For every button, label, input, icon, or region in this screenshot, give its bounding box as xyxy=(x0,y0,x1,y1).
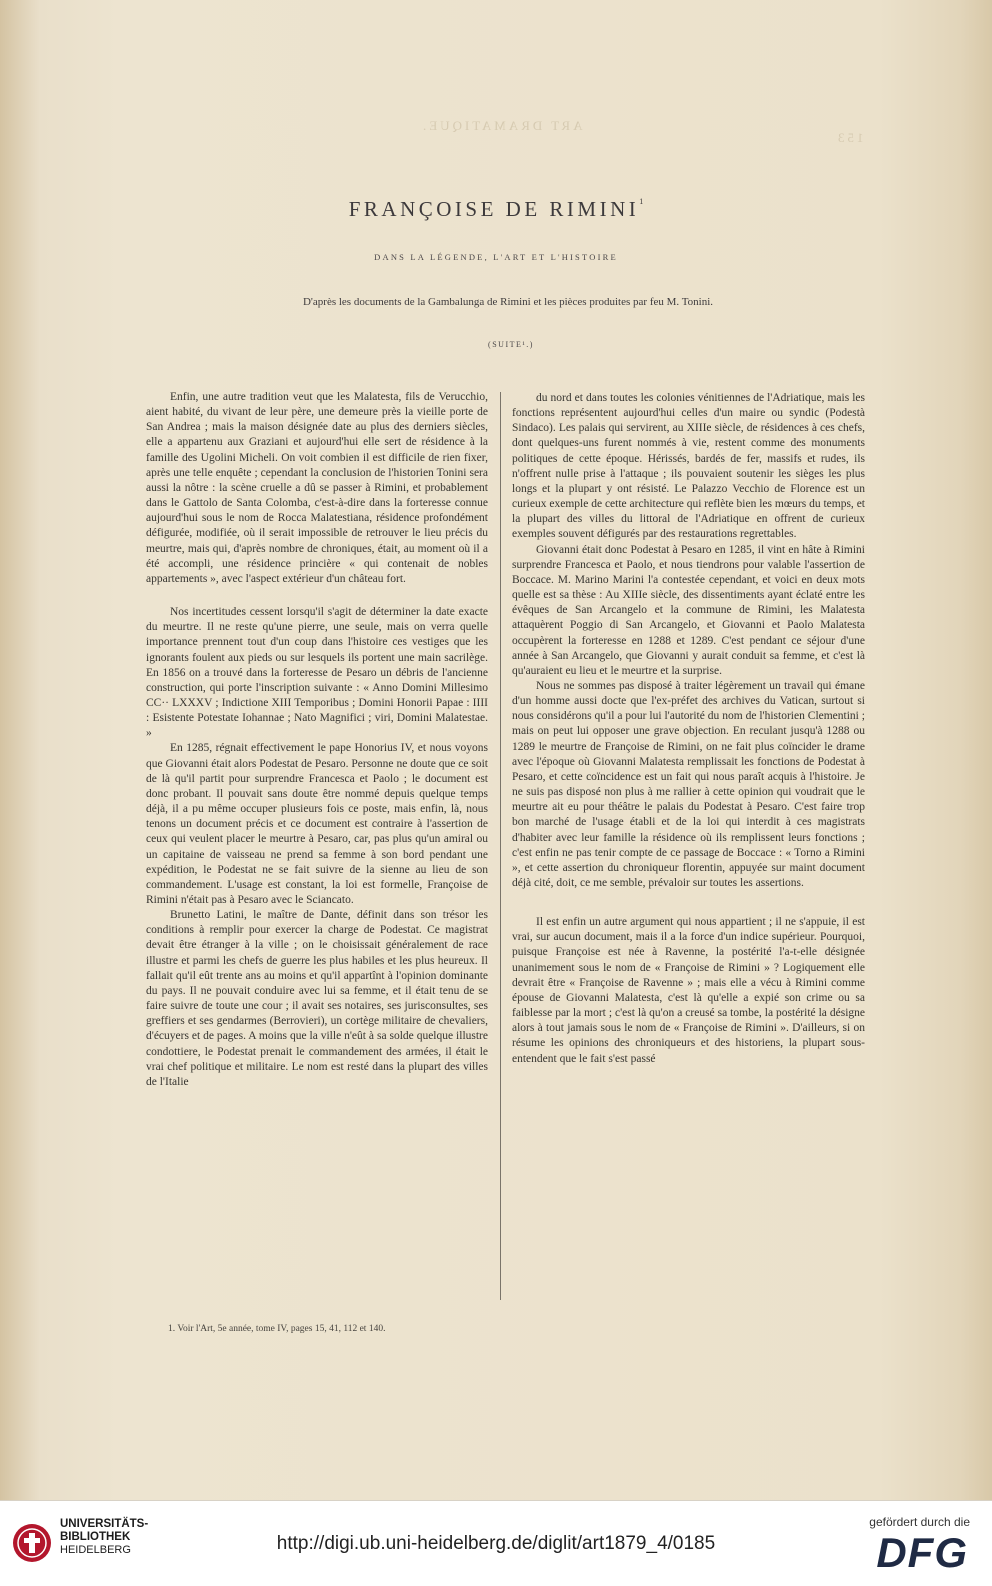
continuation-note: (SUITE¹.) xyxy=(488,340,534,349)
article-title: FRANÇOISE DE RIMINI$^1$ xyxy=(348,197,644,221)
paragraph: Il est enfin un autre argument qui nous appartient ; il ne s'appuie, il est vrai, sur aucun document, mais il a la force d'un indice supérieur. Pourquoi, puisque Françoise est née à Ravenne, la postérité l'a-t-elle désignée unanimement sous le nom de « Françoise de Rimini » ? Logiquement elle devrait être « Françoise de Ravenne » ; mais elle a vécu à Rimini comme épouse de Giovanni Malatesta, c'est là qu'elle a expié son crime ou sa faiblesse par la mort ; c'est là qu'on a creusé sa tombe, la postérité la désigne alors à tout jamais sous le nom de « Françoise de Rimini ». D'ailleurs, si on résume les opinions des chroniqueurs et des historiens, la plupart sous-entendent que le fait s'est passé xyxy=(512,916,865,1065)
funded-by-label: gefördert durch die xyxy=(869,1515,970,1529)
dfg-logo[interactable]: DFG xyxy=(876,1529,968,1576)
left-column xyxy=(146,390,488,1090)
paragraph: Nous ne sommes pas disposé à traiter légèrement un travail qui émane d'un homme aussi docte que l'ex-préfet des archives du Vatican, surtout si nous considérons qu'il a pour lui l'autorité du nom de l'historien Clementini ; mais on peut lui opposer une grave objection. En reculant jusqu'à 1288 ou 1289 le meurtre de Françoise de Rimini, on ne fait plus coïncider le drame avec l'époque où Giovanni Malatesta remplissait les fonctions de Podestat à Pesaro, et cette coïncidence est un fait qui nous paraît acquis à l'histoire. Je ne suis pas disposé non plus à me rallier à cette opinion qui voudrait que le meurtre ait eu pour théâtre le palais du Podestat à Pesaro. C'est faire trop bon marché de l'usage établi et de la loi qui interdit à ces magistrats d'habiter avec leur famille la résidence où ils remplissent leurs fonctions ; c'est enfin ne pas tenir compte de ce passage de Boccace : « Torno a Rimini », et cette assertion du chroniqueur florentin, appuyée sur maint document déjà cité, doit, ce me semble, prévaloir sur toutes les assertions. xyxy=(512,679,865,889)
paragraph: Enfin, une autre tradition veut que les Malatesta, fils de Verucchio, aient habité, du vivant de leur père, une demeure près la vieille porte de San Andrea ; mais la maison désignée date au plus des derniers siècles, elle a appartenu aux Graziani et aujourd'hui elle sert de résidence à la famille des Ugolini Micheli. On voit combien il est difficile de rien fixer, après une telle enquête ; cependant la conclusion de l'historien Tonini sera aussi la nôtre : la scène cruelle a dû se passer à Rimini, et probablement dans le Gattolo de Santa Colomba, c'est-à-dire dans la forteresse connue aujourd'hui sous le nom de Rocca Malatestiana, résidence profondément défigurée, modifiée, où il serait impossible de retrouver le lieu précis du meurtre, mais qui, d'après nombre de chroniques, était, au moment où il a été accompli, une résidence princière « qui contenait de nobles appartements », avec l'aspect extérieur d'un château fort. xyxy=(146,391,488,585)
article-subtitle: DANS LA LÉGENDE, L'ART ET L'HISTOIRE xyxy=(374,252,618,262)
bleed-through-text: 153 xyxy=(835,130,864,145)
library-name[interactable]: UNIVERSITÄTS- BIBLIOTHEK HEIDELBERG xyxy=(60,1518,149,1556)
paragraph: Nos incertitudes cessent lorsqu'il s'agit de déterminer la date exacte du meurtre. Il ne reste qu'une pierre, une seule, mais on verra quelle importance prennent tout d'un coup dans l'histoire ces vestiges que les ignorants foulent aux pieds ou sur lesquels ils portent une main sacrilège. En 1856 on a trouvé dans la forteresse de Pesaro un débris de l'ancienne construction, qui porte l'inscription suivante : « Anno Domini Millesimo CC·· LXXXV ; Indictione XIII Temporibus ; Domini Honorii Papae : IIII : Esistente Potestate Iohannae ; Nato Magnifici ; viri, Domini Malatestae. » xyxy=(146,606,488,740)
footnote: 1. Voir l'Art, 5e année, tome IV, pages 15, 41, 112 et 140. xyxy=(168,1324,386,1334)
article-source-line: D'après les documents de la Gambalunga de Rimini et les pièces produites par feu M. Tonini. xyxy=(302,296,714,308)
bleed-through-text: ART DRAMATIQUE. xyxy=(420,118,583,133)
paragraph: du nord et dans toutes les colonies vénitiennes de l'Adriatique, mais les fonctions représentent aujourd'hui celles d'un maire ou syndic (Podestà Sindaco). Les palais qui servirent, au XIIIe siècle, de résidences à ces chefs, dont quelques-uns furent nommés à vie, restent comme des monuments politiques de cette époque. Hérissés, bardés de fer, massifs et rudes, ils n'offrent nulle prise à l'attaque ; ils pouvaient soutenir les sièges les plus longs et la plupart y ont résisté. Le Palazzo Vecchio de Florence est un curieux exemple de cette architecture qui reflète bien les mœurs du temps, et la plupart des villes du littoral de l'Adriatique en offrent de curieux exemples souvent défigurés par des restaurations regrettables. xyxy=(512,392,865,541)
paragraph: Giovanni était donc Podestat à Pesaro en 1285, il vint en hâte à Rimini surprendre Francesca et Paolo, et nous tiendrons pour valable l'assertion de Boccace. M. Marino Marini l'a contestée cependant, et voici en deux mots quelle est sa thèse : Au XIIIe siècle, des dissentiments ayant éclaté entre les évêques de San Arcangelo et la commune de Rimini, les Malatesta attaquèrent Poggio di San Arcangelo, et Giovanni et Paolo Malatesta occupèrent la forteresse en 1288 et 1289. C'est pendant ce séjour d'une année à San Arcangelo, que Giovanni y aurait conduit sa femme, et c'est là qu'auraient eu lieu et le meurtre et la surprise. xyxy=(512,543,865,677)
viewer-footer xyxy=(0,1500,992,1586)
paragraph: En 1285, régnait effectivement le pape Honorius IV, et nous voyons que Giovanni était alors Podestat de Pesaro. Personne ne doute que ce soit de là qu'il partit pour surprendre Francesca et Paolo ; le document est donc probant. Il pouvait sans doute être nommé depuis quelque temps déjà, il a pu même occuper plusieurs fois ce poste, mais enfin, là, nous tenons un document précis et ce document est contraire à l'assertion de ceux qui veulent placer le meurtre à Pesaro, car, pas plus qu'un amiral ou un capitaine de vaisseau ne prend sa femme à son bord pendant une expédition, le Podestat ne se fait suivre de la sienne au lieu de son commandement. L'usage est constant, la loi est formelle, Françoise de Rimini n'était pas à Pesaro avec le Sciancato. xyxy=(146,742,488,906)
column-divider xyxy=(500,392,501,1300)
right-column xyxy=(512,391,865,1067)
document-url-link[interactable]: http://digi.ub.uni-heidelberg.de/diglit/art1879_4/0185 xyxy=(276,1533,716,1554)
paragraph: Brunetto Latini, le maître de Dante, définit dans son trésor les conditions à remplir pour exercer la charge de Podestat. Ce magistrat devait être étranger à la ville ; on le choisissait généralement de race illustre et parmi les chefs de guerre les plus habiles et les plus heureux. Il fallait qu'il eût trente ans au moins et qu'il appartînt à l'opinion dominante du pays. Il ne pouvait conduire avec lui sa femme, et il était tenu de se faire suivre de toute une cour ; il avait ses notaires, ses jurisconsultes, ses greffiers et ses gendarmes (Berrovieri), un cortège militaire de chevaliers, d'écuyers et de pages. A moins que la ville n'eût à sa solde quelque illustre condottiere, le Podestat prenait le commandement des armées, il était le vrai chef politique et militaire. Le nom est resté dans la plupart des villes de l'Italie xyxy=(146,909,488,1088)
